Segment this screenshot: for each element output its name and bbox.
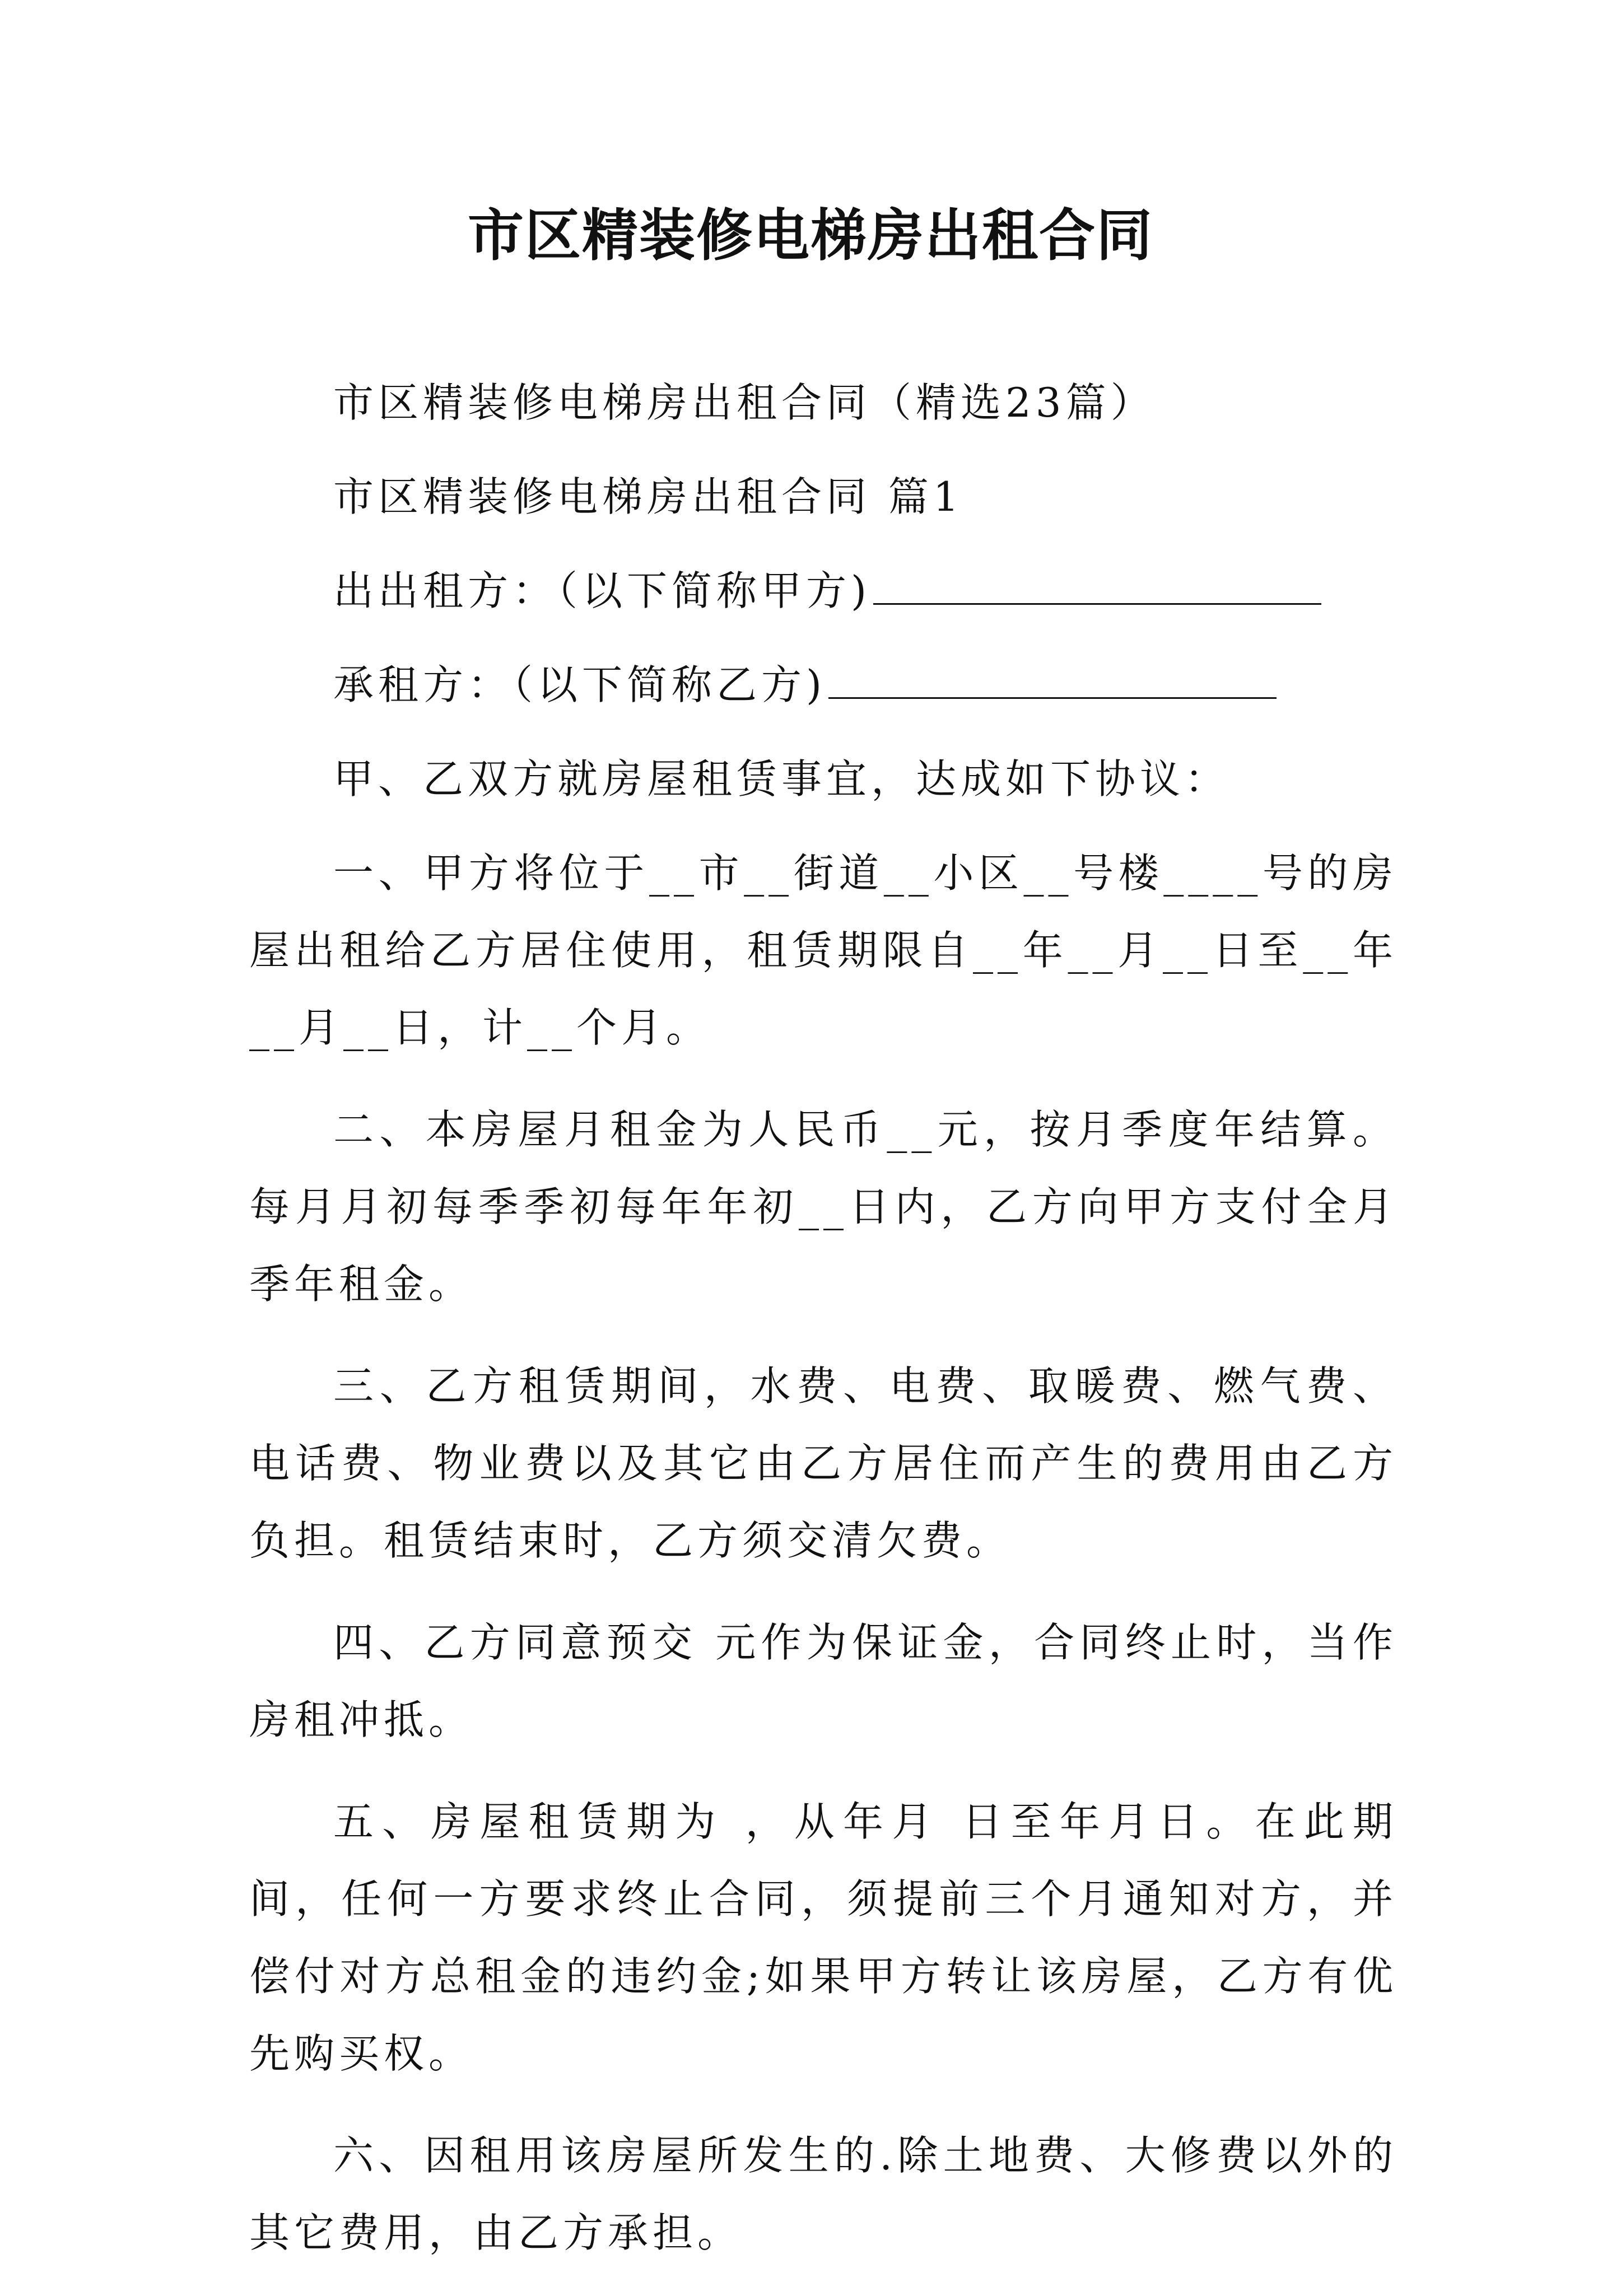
clause-4: 四、乙方同意预交 元作为保证金，合同终止时，当作房租冲抵。 (249, 1619, 1398, 1743)
document-title: 市区精装修电梯房出租合同 (468, 202, 1153, 268)
clause-2: 二、本房屋月租金为人民币__元，按月季度年结算。每月月初每季季初每年年初__日内，乙方向甲方支付全月季年租金。 (249, 1106, 1398, 1308)
lessee-line (249, 646, 1398, 724)
document-body (249, 364, 1398, 2296)
intro-line: 甲、乙双方就房屋租赁事宜，达成如下协议： (333, 755, 1230, 802)
document-subtitle: 市区精装修电梯房出租合同（精选23篇） (333, 379, 1156, 426)
clause-3: 三、乙方租赁期间，水费、电费、取暖费、燃气费、电话费、物业费以及其它由乙方居住而产生的费用由乙方负担。租赁结束时，乙方须交清欠费。 (249, 1362, 1398, 1564)
clause-6: 六、因租用该房屋所发生的.除土地费、大修费以外的其它费用，由乙方承担。 (249, 2132, 1398, 2256)
lessor-line (249, 552, 1398, 629)
lessee-blank (828, 654, 1277, 699)
lessor-label: 出出租方：（以下简称甲方) (333, 567, 872, 614)
lessor-blank (873, 559, 1321, 605)
section-heading: 市区精装修电梯房出租合同 篇1 (333, 473, 963, 520)
lessee-label: 承租方：（以下简称乙方) (333, 661, 827, 708)
clause-1: 一、甲方将位于__市__街道__小区__号楼____号的房屋出租给乙方居住使用，租赁期限自__年__月__日至__年__月__日，计__个月。 (249, 850, 1398, 1051)
clause-5: 五、房屋租赁期为 ，从年月 日至年月日。在此期间，任何一方要求终止合同，须提前三个月通知对方，并偿付对方总租金的违约金;如果甲方转让该房屋，乙方有优先购买权。 (249, 1798, 1398, 2077)
